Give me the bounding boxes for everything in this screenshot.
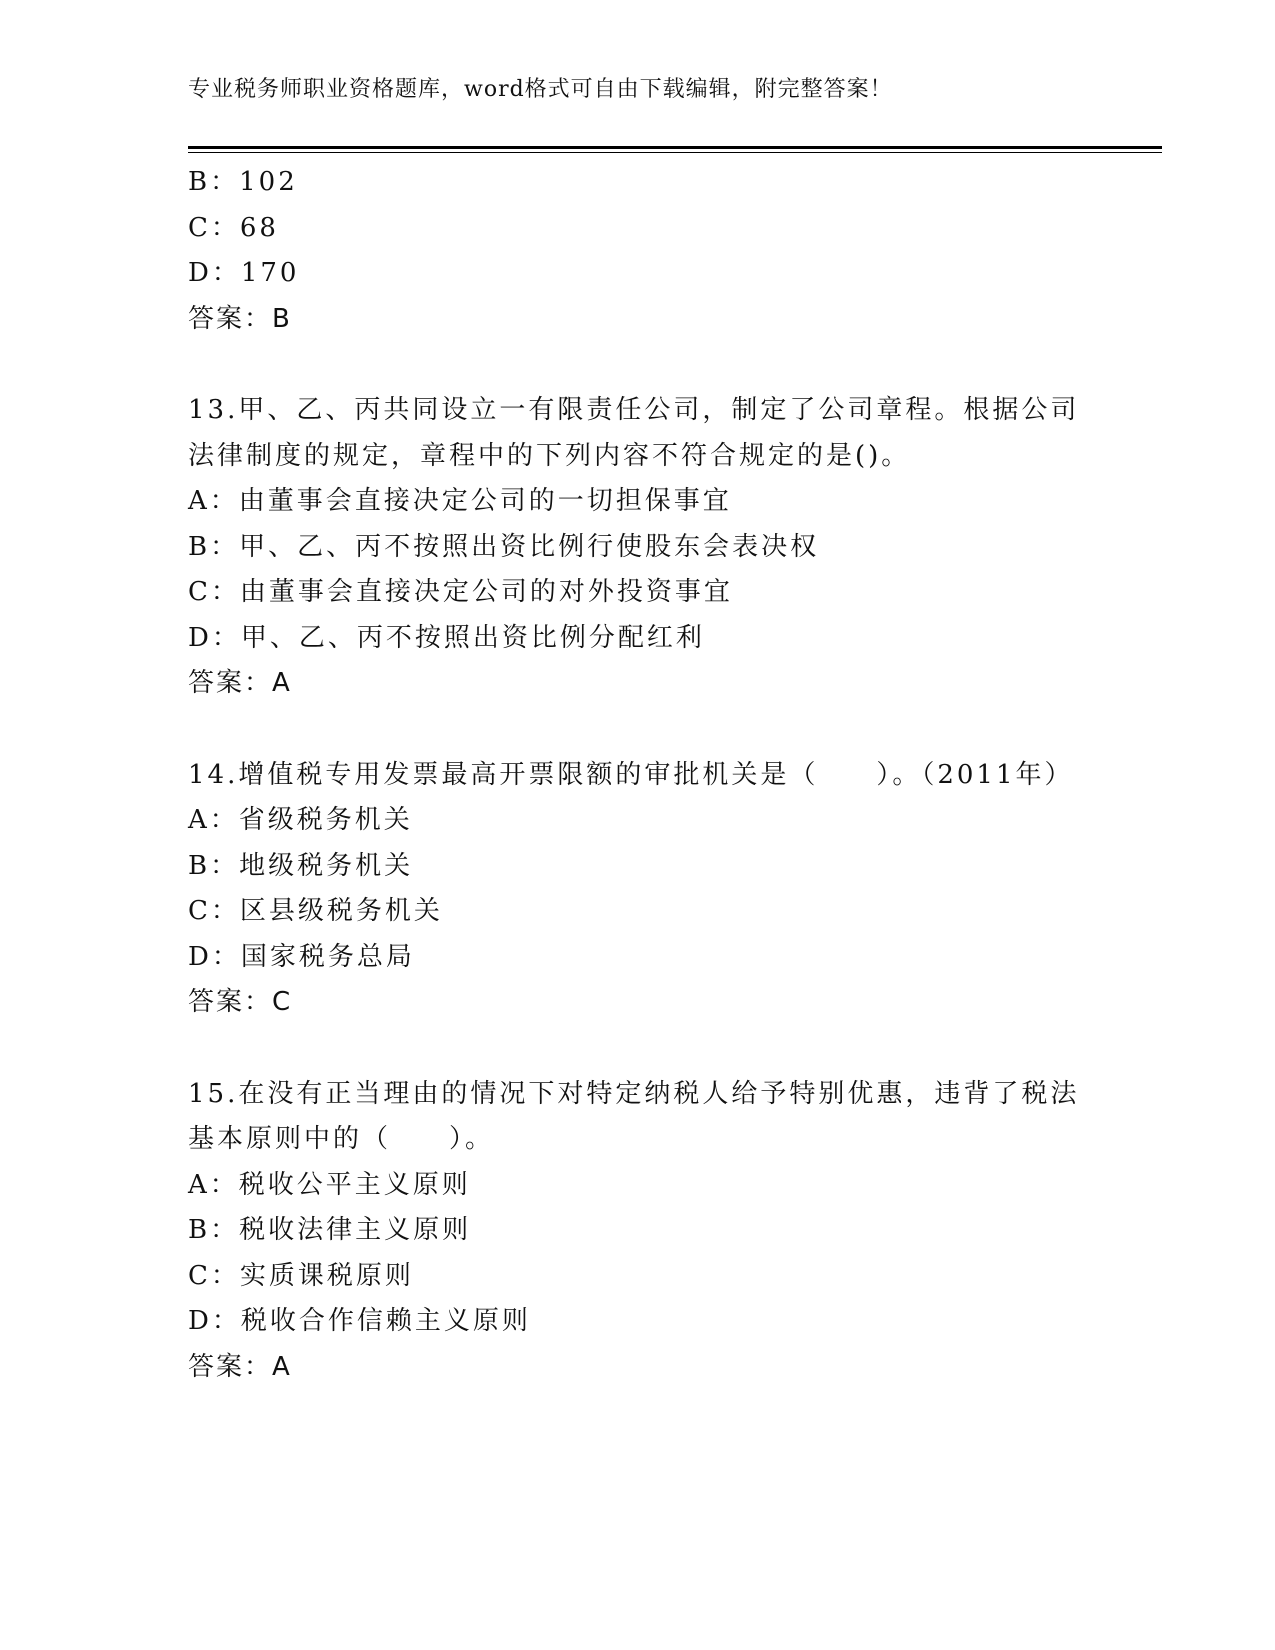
q14-option-c: C：区县级税务机关 — [188, 896, 443, 926]
q15-option-b: B：税收法律主义原则 — [188, 1215, 472, 1245]
q13-option-d: D：甲、乙、丙不按照出资比例分配红利 — [188, 622, 705, 653]
q12-option-d: D：170 — [188, 258, 300, 288]
q15-stem-line1: 15.在没有正当理由的情况下对特定纳税人给予特别优惠，违背了税法 — [188, 1078, 1080, 1109]
q15-option-a: A：税收公平主义原则 — [188, 1169, 471, 1200]
spacer — [188, 707, 1088, 753]
spacer — [188, 1026, 1088, 1072]
q13-option-a: A：由董事会直接决定公司的一切担保事宜 — [188, 486, 732, 516]
q15-option-c: C：实质课税原则 — [188, 1260, 414, 1291]
q12-answer: 答案：B — [188, 303, 292, 334]
q13-option-b: B：甲、乙、丙不按照出资比例行使股东会表决权 — [188, 531, 820, 562]
q15-option-d: D：税收合作信赖主义原则 — [188, 1306, 531, 1336]
q14-option-b: B：地级税务机关 — [188, 850, 414, 881]
q15-answer: 答案：A — [188, 1351, 292, 1382]
q12-option-c: C：68 — [188, 212, 279, 243]
page-header: 专业税务师职业资格题库，word格式可自由下载编辑，附完整答案！ — [188, 77, 893, 102]
q14-option-d: D：国家税务总局 — [188, 941, 415, 972]
question-15 — [188, 1072, 1088, 1391]
question-content — [188, 160, 1088, 1390]
spacer — [188, 342, 1088, 388]
q14-option-a: A：省级税务机关 — [188, 805, 413, 835]
q12-option-b: B：102 — [188, 167, 298, 197]
q14-answer: 答案：C — [188, 987, 293, 1017]
q15-stem-line2: 基本原则中的（ ）。 — [188, 1124, 495, 1154]
q13-answer: 答案：A — [188, 668, 292, 698]
question-13 — [188, 388, 1088, 707]
question-14 — [188, 753, 1088, 1026]
header-rule-thick — [188, 146, 1162, 149]
header-rule-thin — [188, 152, 1162, 153]
q13-stem-line2: 法律制度的规定，章程中的下列内容不符合规定的是()。 — [188, 440, 911, 471]
question-12 — [188, 160, 1088, 342]
q13-option-c: C：由董事会直接决定公司的对外投资事宜 — [188, 577, 733, 607]
q14-stem-line1: 14.增值税专用发票最高开票限额的审批机关是（ ）。（2011年） — [188, 759, 1074, 790]
q13-stem-line1: 13.甲、乙、丙共同设立一有限责任公司，制定了公司章程。根据公司 — [188, 395, 1080, 425]
